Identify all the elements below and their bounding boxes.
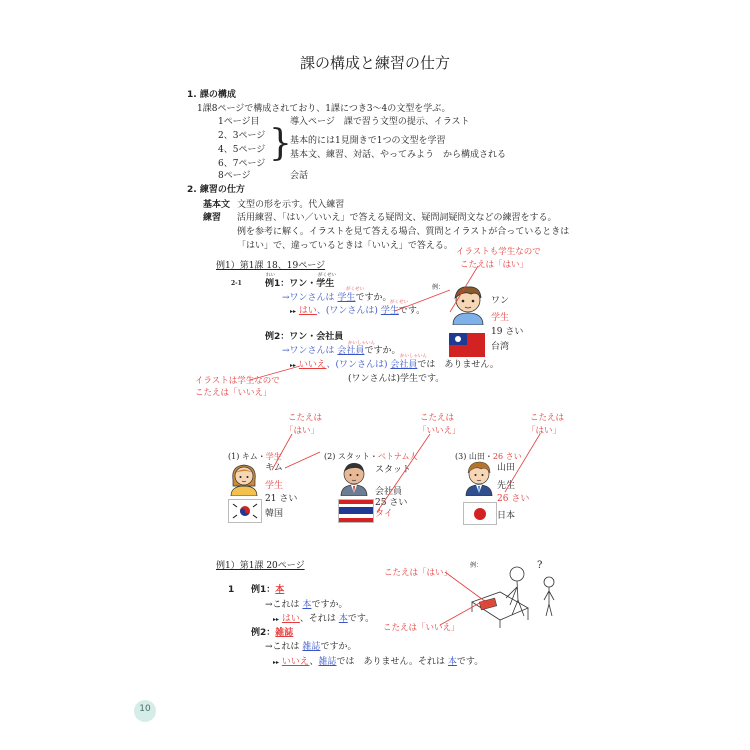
kihon-label: 基本文 (203, 200, 231, 210)
ex2-a-word: 会社員 (390, 360, 418, 370)
practice-note-3-l1: こたえは (530, 413, 565, 423)
ex2-q-word: 会社員 (337, 346, 365, 356)
practice-1-label-pre: (1) キム・ (228, 452, 266, 461)
card-country: 台湾 (491, 342, 510, 352)
ex2-q2 (265, 641, 356, 653)
practice-note-1-l1: こたえは (288, 413, 323, 423)
ex2-q-suffix: ですか。 (364, 346, 401, 356)
ex2-q2-suffix: ですか。 (320, 642, 357, 652)
ex1-question (282, 292, 391, 304)
ex2-2-label-text: 例2： (251, 628, 276, 638)
page-number: 10 (139, 704, 151, 714)
ex2-q-prefix: →ワンさんは (282, 346, 335, 356)
practice-2-label-pre: (2) スタット・ (324, 452, 378, 461)
ex2-answer (290, 359, 499, 372)
ex2-a1-end: です。 (347, 614, 375, 624)
practice-3-country: 日本 (497, 511, 516, 521)
track-number: 2-1 (231, 280, 242, 287)
ex2-q2-word: 雑誌 (302, 642, 321, 652)
ruby-gakusei-1: がくせい (318, 273, 336, 278)
practice-1-name: キム (265, 463, 283, 473)
ex2-question (282, 345, 400, 357)
ex2-a1-mid: 、それは (299, 614, 336, 624)
ex2-a2 (273, 656, 483, 669)
ex1-a-yes: はい (298, 306, 317, 316)
brace-line-2: 基本文、練習、対話、やってみよう から構成される (290, 150, 507, 160)
practice-2-name: スタット (375, 465, 412, 475)
rei-label: 例： (432, 284, 445, 291)
section1-intro: 1課8ページで構成されており、1課につき3～4の文型を学ぶ。 (197, 104, 451, 114)
ex1-q-word: 学生 (337, 293, 356, 303)
ex2-a-arrow: ▸▸ (290, 362, 297, 369)
ex2-1-word: 本 (275, 585, 285, 595)
boy-face-icon (449, 283, 487, 325)
page-row-1: 1ページ目 (218, 117, 260, 127)
ex2-label: 例2：ワン・会社員 (265, 332, 344, 342)
practice-3-job: 先生 (497, 481, 516, 491)
practice-2-label-word: ベトナム人 (377, 452, 418, 461)
ex2-1-label (251, 584, 284, 596)
ex2-a2-mid: 、 (309, 657, 319, 667)
practice-1-job: 学生 (265, 481, 284, 491)
practice-3-label-word: 26 さい (492, 452, 522, 461)
ex2-q1-suffix: ですか。 (311, 600, 348, 610)
ex2-a2-arrow: ▸▸ (273, 659, 280, 666)
ruby-gakusei-3: がくせい (390, 300, 408, 305)
practice-note-2-l2: 「いいえ」 (418, 426, 461, 436)
ex1-q-suffix: ですか。 (355, 293, 392, 303)
brace: } (269, 123, 292, 164)
section1-heading: 1. 課の構成 (187, 90, 236, 100)
page-row-3: 4、5ページ (218, 145, 266, 155)
note-left-line2: こたえは「いいえ」 (195, 388, 272, 398)
renshu-line-2: 例を参考に解く。イラストを見て答える場合、質問とイラストが合っているときは (237, 227, 570, 237)
girl-face-icon (228, 460, 260, 496)
ex2-a2-end: では ありません。それは (336, 657, 446, 667)
renshu-label: 練習 (203, 213, 222, 223)
ex2-q1-word: 本 (302, 600, 312, 610)
ex2-a2-word2: 本 (447, 657, 457, 667)
ex2-q1 (265, 599, 347, 611)
practice-2-age: 25 さい (375, 498, 408, 508)
example2-note-iie: こたえは「いいえ」 (383, 623, 460, 633)
ex2-q2-prefix: →これは (265, 642, 300, 652)
section2-heading: 2. 練習の仕方 (187, 185, 245, 195)
ex2-a1 (273, 613, 374, 626)
ex2-a1-yes: はい (281, 614, 300, 624)
practice-note-3-l2: 「はい」 (527, 426, 562, 436)
thailand-flag-icon (338, 499, 374, 523)
ruby-kaishain-1: かいしゃいん (348, 341, 375, 346)
ruby-rei-1: れい (266, 273, 275, 278)
ex1-answer (290, 305, 425, 318)
page-row-4: 6、7ページ (218, 159, 266, 169)
ex1-a-end: です。 (398, 306, 426, 316)
desk-scene-icon (470, 560, 580, 630)
ex2-a1-word: 本 (338, 614, 348, 624)
card-job: 学生 (491, 313, 510, 323)
kihon-text: 文型の形を示す。代入練習 (237, 200, 345, 210)
page-title: 課の構成と練習の仕方 (299, 54, 450, 72)
question-mark: ? (537, 560, 543, 571)
ex2-a2-no: いいえ (281, 657, 310, 667)
note-left-line1: イラストは学生なので (195, 376, 280, 386)
ex1-a-word: 学生 (380, 306, 399, 316)
ex2-a-no: いいえ (298, 360, 327, 370)
practice-note-1-l2: 「はい」 (285, 426, 320, 436)
ex1-a-arrow: ▸▸ (290, 308, 297, 315)
card-name: ワン (491, 296, 510, 306)
ex1-a-mid: 、(ワンさんは) (316, 306, 378, 316)
korea-flag-icon (228, 499, 262, 523)
note-top-line1: イラストも学生なので (456, 247, 541, 257)
card-age: 19 さい (491, 327, 524, 337)
ex2-2-label (251, 627, 293, 639)
example2-note-hai: こたえは「はい」 (384, 568, 453, 578)
page-row-5-desc: 会話 (290, 171, 309, 181)
japan-flag-icon (463, 502, 497, 525)
page-row-5: 8ページ (218, 171, 251, 181)
ruby-gakusei-2: がくせい (346, 287, 364, 292)
practice-1-country: 韓国 (265, 509, 284, 519)
page-row-1-desc: 導入ページ 課で習う文型の提示、イラスト (290, 117, 470, 127)
ex1-q-prefix: →ワンさんは (282, 293, 335, 303)
practice-1-label-word: 学生 (265, 452, 282, 461)
example2-num: 1 (228, 585, 235, 595)
note-top-line2: こたえは「はい」 (460, 260, 529, 270)
ex2-a-mid: 、(ワンさんは) (326, 360, 388, 370)
practice-3-label-pre: (3) 山田・ (455, 452, 493, 461)
renshu-line-1: 活用練習、「はい／いいえ」で答える疑問文、疑問詞疑問文などの練習をする。 (237, 213, 557, 223)
businessman-face-icon (338, 460, 370, 496)
ex2-a-end: では ありません。 (417, 360, 499, 370)
ex2-q1-prefix: →これは (265, 600, 300, 610)
example2-title: 例1）第1課 20ページ (216, 561, 305, 571)
practice-1-age: 21 さい (265, 494, 298, 504)
ex1-label: 例1：ワン・学生 (265, 279, 335, 289)
ex2-1-label-text: 例1： (251, 585, 276, 595)
teacher-face-icon (463, 460, 495, 496)
renshu-line-3: 「はい」で、違っているときは「いいえ」で答える。 (237, 241, 453, 251)
practice-3-name: 山田 (497, 463, 516, 473)
example2-rei-label: 例： (470, 562, 483, 569)
ex2-a2-end2: です。 (456, 657, 484, 667)
ex2-a2-word: 雑誌 (318, 657, 337, 667)
taiwan-flag-icon (449, 333, 485, 357)
page-row-2: 2、3ページ (218, 131, 266, 141)
practice-note-2-l1: こたえは (420, 413, 455, 423)
ex2-2-word: 雑誌 (275, 628, 294, 638)
ex2-a1-arrow: ▸▸ (273, 616, 280, 623)
practice-2-country: タイ (375, 509, 393, 519)
example1-title: 例1）第1課 18、19ページ (216, 261, 326, 271)
practice-2-job: 会社員 (375, 487, 403, 497)
ex2-answer-line2: (ワンさんは)学生です。 (348, 374, 445, 384)
ruby-kaishain-2: かいしゃいん (400, 354, 427, 359)
brace-line-1: 基本的には1見開きで1つの文型を学習 (290, 136, 446, 146)
practice-3-age: 26 さい (497, 494, 530, 504)
